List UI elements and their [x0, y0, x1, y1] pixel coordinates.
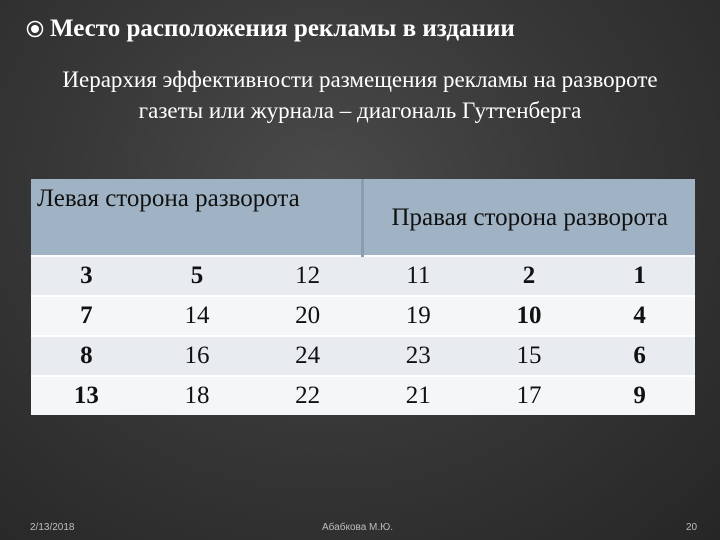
table-row	[31, 296, 695, 336]
table-cell: 19	[363, 296, 474, 336]
table-cell: 24	[252, 336, 363, 376]
table-cell: 22	[252, 376, 363, 415]
table-cell: 4	[584, 296, 695, 336]
table-cell: 20	[252, 296, 363, 336]
table-cell: 5	[142, 256, 253, 296]
table-cell: 11	[363, 256, 474, 296]
footer-page-number: 20	[686, 522, 698, 533]
placement-table	[31, 179, 695, 415]
table-cell: 2	[474, 256, 585, 296]
table-cell: 18	[142, 376, 253, 415]
table-cell: 10	[474, 296, 585, 336]
table-cell: 23	[363, 336, 474, 376]
circle-bullet-icon	[26, 20, 44, 38]
table-cell: 3	[31, 256, 142, 296]
table-cell: 16	[142, 336, 253, 376]
table-cell: 17	[474, 376, 585, 415]
slide-title-row	[26, 14, 515, 44]
table-header-row	[31, 179, 695, 256]
table-cell: 21	[363, 376, 474, 415]
table-cell: 7	[31, 296, 142, 336]
table-cell: 8	[31, 336, 142, 376]
left-side-header: Левая сторона разворота	[31, 179, 363, 256]
table-cell: 9	[584, 376, 695, 415]
slide-subtitle: Иерархия эффективности размещения рекламы на развороте газеты или журнала – диагональ Гуттенберга	[62, 67, 658, 123]
footer-author: Абабкова М.Ю.	[322, 522, 394, 533]
right-side-header: Правая сторона разворота	[363, 179, 695, 256]
table-cell: 1	[584, 256, 695, 296]
slide-title: Место расположения рекламы в издании	[50, 15, 515, 42]
table-cell: 6	[584, 336, 695, 376]
table-cell: 13	[31, 376, 142, 415]
table-cell: 15	[474, 336, 585, 376]
table-row	[31, 376, 695, 415]
footer-date: 2/13/2018	[30, 522, 75, 533]
table-row	[31, 336, 695, 376]
table-row	[31, 256, 695, 296]
table-cell: 14	[142, 296, 253, 336]
table-cell: 12	[252, 256, 363, 296]
